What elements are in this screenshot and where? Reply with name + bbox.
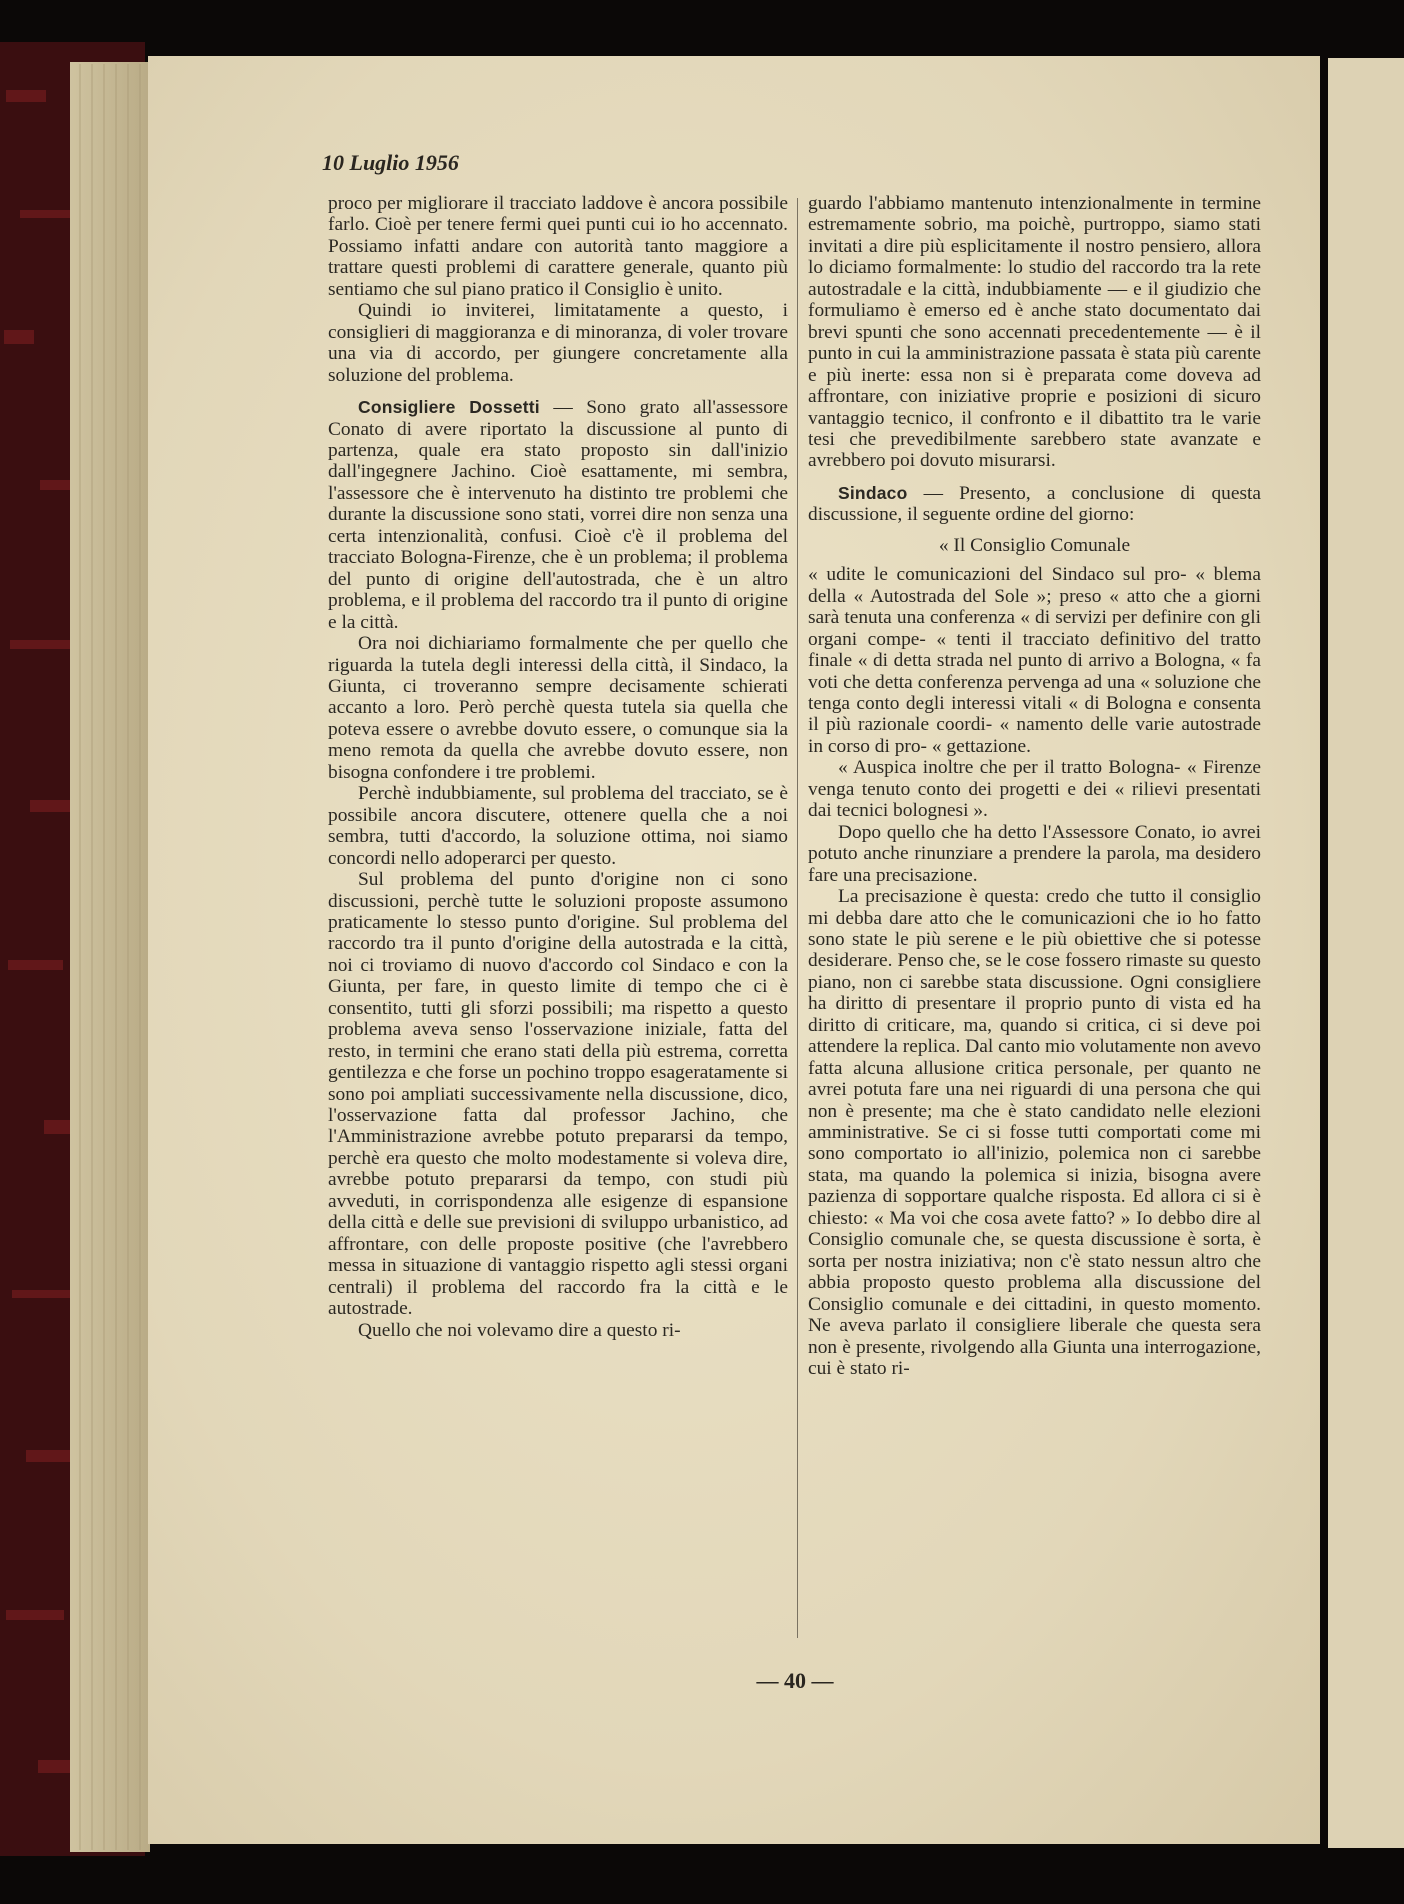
oda-line: « udite le comunicazioni del Sindaco sul pro- (808, 564, 1187, 586)
paragraph: proco per migliorare il tracciato laddove è ancora possibile farlo. Cioè per tenere fermi quei punti cui io ho accennato. Possiamo infatti andare con autorità tanto maggiore a trattare questi problemi di carattere generale, quanto più sentiamo che sul piano pratico il Consiglio è unito. (328, 193, 788, 300)
speaker-name: Sindaco (838, 482, 908, 503)
speech-dossetti (328, 397, 788, 633)
speech-text: — Sono grato all'assessore Conato di avere riportato la discussione al punto di partenza, quale era stato proposto sin dall'inizio dall'ingegnere Jachino. Cioè esattamente, mi sembra, l'assessore che è intervenuto ha distinto tre problemi che durante la discussione sono stati, vorrei dire non senza una certa intenzionalità, confusi. Cioè c'è il problema del tracciato Bologna-Firenze, che è un problema; il problema del punto di origine dell'autostrada, che è un altro problema, e il problema del raccordo tra il punto di origine e la città. (328, 397, 788, 633)
order-of-day-text-2 (808, 757, 1261, 821)
page-number: — 40 — (756, 1668, 834, 1693)
paragraph: guardo l'abbiamo mantenuto intenzionalmente in termine estremamente sobrio, ma poichè, purtroppo, siamo stati invitati a dire più esplicitamente il nostro pensiero, allora lo diciamo formalmente: lo studio del raccordo tra la rete autostradale e la città, indubbiamente — e il giudizio che formuliamo è emerso ed è anche stato documentato dai brevi spunti che sono accennati precedentemente — è il punto in cui la amministrazione passata è stata più carente e più inerte: essa non si è preparata come doveva ad affrontare, con iniziative proprie e posizioni di sicuro vantaggio tecnico, il confronto e il dibattito tra le varie tesi che prevedibilmente sarebbero state avanzate e avrebbero poi dovuto misurarsi. (808, 193, 1261, 472)
paragraph: Sul problema del punto d'origine non ci sono discussioni, perchè tutte le soluzioni proposte assumono praticamente lo stesso punto d'origine. Sul problema del raccordo tra il punto d'origine della autostrada e la città, noi ci troviamo di nuovo d'accordo col Sindaco e con la Giunta, per fare, in questo limite di tempo che ci è consentito, tutti gli sforzi possibili; ma rispetto a questo problema aveva senso l'osservazione iniziale, fatta del resto, in termini che erano stati della più estrema, corretta gentilezza e che forse un pochino troppo esageratamente si sono poi ampliati successivamente nella discussione, dico, l'osservazione fatta dal professor Jachino, che l'Amministrazione avrebbe potuto prepararsi da tempo, perchè era questo che molto modestamente si voleva dire, avrebbe potuto prepararsi da tempo, con studi più avveduti, in corrispondenza alle esigenze di espansione della città e delle sue previsioni di sviluppo urbanistico, ad affrontare, con delle proposte positive (che l'avrebbero messa in situazione di vantaggio rispetto agli stessi organi centrali) il problema del raccordo fra la città e le autostrade. (328, 869, 788, 1320)
oda-line: « tenti il tracciato definitivo del tratto finale (808, 628, 1261, 672)
oda-line: « fa voti che detta conferenza pervenga ad una (808, 650, 1261, 693)
oda-line: « blema della « Autostrada del Sole »; preso (808, 564, 1261, 607)
oda-line: « di servizi per definire con gli organi compe- (808, 607, 1261, 650)
paragraph: La precisazione è questa: credo che tutto il consiglio mi debba dare atto che le comunicazioni che io ho fatto sono state le più serene e le più obiettive che si potesse desiderare. Penso che, se le cose fossero rimaste su questo piano, non ci sarebbe stata discussione. Ogni consigliere ha diritto di presentare il proprio punto di vista ed ha diritto di criticare, ma, quando si critica, ci si deve poi attendere la replica. Dal canto mio volutamente non avevo fatta alcuna allusione critica personale, per quanto ne avrei potuta fare una nei riguardi di una persona che qui non è presente; ma che è stato candidato nelle elezioni amministrative. Se ci si fosse tutti comportati come mi sono comportato io all'inizio, polemica non ci sarebbe stata, ma quando la polemica si inizia, bisogna avere pazienza di sopportare qualche risposta. Ed allora ci si è chiesto: « Ma voi che cosa avete fatto? » Io debbo dire al Consiglio comunale che, se questa discussione è sorta, è sorta per nostra iniziativa; non c'è stato nessun altro che abbia proposto questo problema alla discussione del Consiglio comunale e dei cittadini, in questo momento. Ne aveva parlato il consigliere liberale che questa sera non è presente, rivolgendo alla Giunta una interrogazione, cui è stato ri- (808, 886, 1261, 1380)
paragraph: Dopo quello che ha detto l'Assessore Conato, io avrei potuto anche rinunziare a prendere la parola, ma desidero fare una precisazione. (808, 821, 1261, 886)
oda-line: « di Bologna e consenta il più razionale coordi- (808, 692, 1261, 736)
order-of-day-text (808, 564, 1261, 757)
paragraph: Quindi io inviterei, limitatamente a questo, i consiglieri di maggioranza e di minoranza, di voler trovare una via di accordo, per giungere concretamente alla soluzione del problema. (328, 300, 788, 386)
oda-line: « namento delle varie autostrade in corso di pro- (808, 714, 1261, 757)
paragraph: Perchè indubbiamente, sul problema del tracciato, se è possibile ancora discutere, ottenere quella che a noi sembra, tutti d'accordo, la soluzione ottima, noi siamo concordi nello adoperarci per questo. (328, 783, 788, 869)
oda-line: « soluzione che tenga conto degli interessi vitali (808, 671, 1261, 714)
speaker-name: Consigliere Dossetti (358, 397, 540, 418)
adjacent-page-edge (1328, 58, 1404, 1848)
left-column (328, 193, 788, 1643)
column-divider (797, 198, 798, 1638)
oda-line: « Firenze venga tenuto conto dei progetti e dei (808, 757, 1261, 800)
right-column (808, 193, 1261, 1643)
speech-text: — Presento, a conclusione di questa discussione, il seguente ordine del giorno: (808, 482, 1261, 526)
oda-line: « atto che a giorni sarà tenuta una conferenza (808, 585, 1261, 629)
speech-sindaco (808, 483, 1261, 526)
oda-line: « gettazione. (931, 735, 1031, 757)
paragraph: Quello che noi volevamo dire a questo ri- (358, 1319, 681, 1341)
oda-line: « rilievi presentati dai tecnici bolognesi ». (808, 778, 1261, 822)
page-header-date: 10 Luglio 1956 (322, 150, 459, 175)
oda-line: « Auspica inoltre che per il tratto Bologna- (838, 757, 1181, 779)
paragraph: Ora noi dichiariamo formalmente che per quello che riguarda la tutela degli interessi della città, il Sindaco, la Giunta, ci troveranno sempre decisamente schierati accanto a loro. Però perchè questa tutela sia quella che poteva essere o avrebbe dovuto essere, o comunque sia la meno remota da quella che avrebbe dovuto essere, non bisogna confondere i tre problemi. (328, 633, 788, 783)
order-of-day-title: « Il Consiglio Comunale (938, 534, 1131, 556)
oda-line: « di detta strada nel punto di arrivo a Bologna, (857, 650, 1226, 672)
